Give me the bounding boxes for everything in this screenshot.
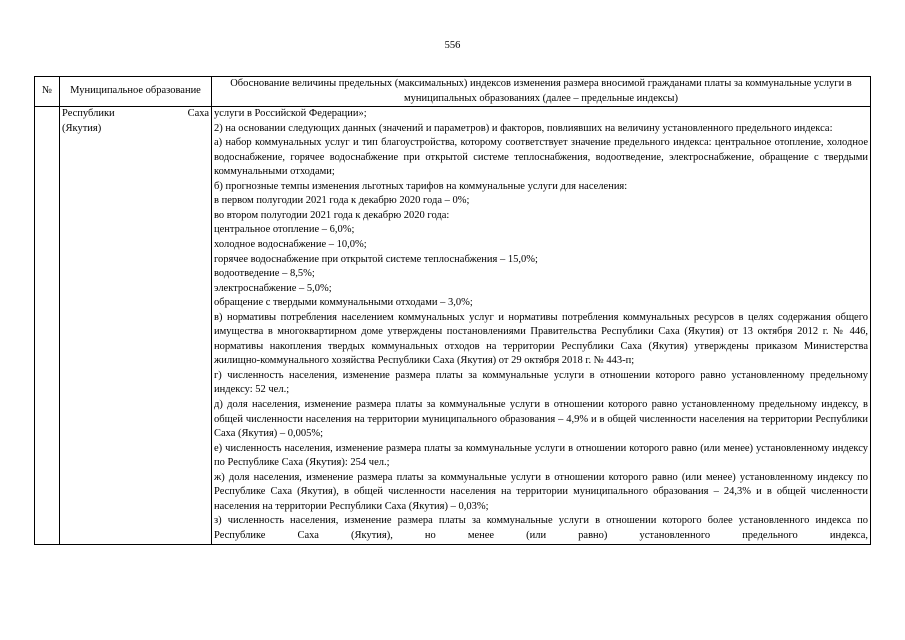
document-table [34, 76, 871, 545]
municipality-word: (Якутия) [62, 122, 102, 134]
paragraph: во втором полугодии 2021 года к декабрю 2020 года: [214, 209, 450, 221]
header-number: № [35, 77, 60, 107]
paragraph: водоотведение – 8,5%; [214, 268, 315, 280]
municipality-line [62, 107, 209, 122]
paragraph: д) доля населения, изменение размера платы за коммунальные услуги в отношении которого равно установленному предельному индексу, в общей численности населения на территории муниципального образования – 4,9% и в общей численности населения на территории Республики Саха (Якутия) – 0,005%; [214, 399, 868, 440]
paragraph: б) прогнозные темпы изменения льготных тарифов на коммунальные услуги для населения: [214, 180, 628, 192]
municipality-word: Саха [187, 108, 209, 120]
municipality-cell [60, 107, 212, 544]
paragraph: г) численность населения, изменение размера платы за коммунальные услуги в отношении которого равно установленному предельному индексу: 52 чел.; [214, 369, 868, 396]
paragraph: е) численность населения, изменение размера платы за коммунальные услуги в отношении которого равно (или менее) установленному индексу по Республике Саха (Якутия): 254 чел.; [214, 442, 868, 469]
page-number: 556 [444, 40, 461, 51]
paragraph: ж) доля населения, изменение размера платы за коммунальные услуги в отношении которого равно (или менее) установленному индексу по Республике Саха (Якутия), в общей численности населения на территории муниципального образования – 24,3% и в общей численности населения на территории Республики Саха (Якутия) – 0,03%; [214, 471, 868, 512]
paragraph: в первом полугодии 2021 года к декабрю 2020 года – 0%; [214, 195, 470, 207]
paragraph: в) нормативы потребления населением коммунальных услуг и нормативы потребления коммунальных ресурсов в целях содержания общего имущества в многоквартирном доме утверждены постановлениями Правительства Республики Саха (Якутия) от 13 октября 2012 г. № 446, нормативы накопления твердых коммунальных отходов на территории Республики Саха (Якутия) утверждены приказом Министерства жилищно-коммунального хозяйства Республики Саха (Якутия) от 29 октября 2018 г. № 443-п; [214, 311, 868, 367]
paragraph: холодное водоснабжение – 10,0%; [214, 239, 367, 251]
justification-cell [212, 107, 871, 544]
row-number-cell [35, 107, 60, 544]
table-header-row [35, 77, 871, 107]
paragraph: з) численность населения, изменение размера платы за коммунальные услуги в отношении которого более установленного индекса по Республике Саха (Якутия), но менее (или равно) установленного предельного индекса, [214, 515, 868, 541]
paragraph: услуги в Российской Федерации»; [214, 108, 367, 120]
header-justification: Обоснование величины предельных (максимальных) индексов изменения размера вносимой гражданами платы за коммунальные услуги в муниципальных образованиях (далее – предельные индексы) [212, 77, 871, 107]
municipality-word: Республики [62, 108, 115, 120]
paragraph: а) набор коммунальных услуг и тип благоустройства, которому соответствует значение предельного индекса: центральное отопление, холодное водоснабжение, горячее водоснабжение при открытой системе теплоснабжения, водоотведение, электроснабжение, обращение с твердыми коммунальными отходами; [214, 137, 868, 178]
paragraph: 2) на основании следующих данных (значений и параметров) и факторов, повлиявших на величину установленного предельного индекса: [214, 122, 833, 134]
header-municipality: Муниципальное образование [60, 77, 212, 107]
paragraph: обращение с твердыми коммунальными отходами – 3,0%; [214, 297, 473, 309]
paragraph: электроснабжение – 5,0%; [214, 282, 332, 294]
paragraph: горячее водоснабжение при открытой системе теплоснабжения – 15,0%; [214, 253, 538, 265]
table-row [35, 107, 871, 544]
paragraph: центральное отопление – 6,0%; [214, 224, 355, 236]
